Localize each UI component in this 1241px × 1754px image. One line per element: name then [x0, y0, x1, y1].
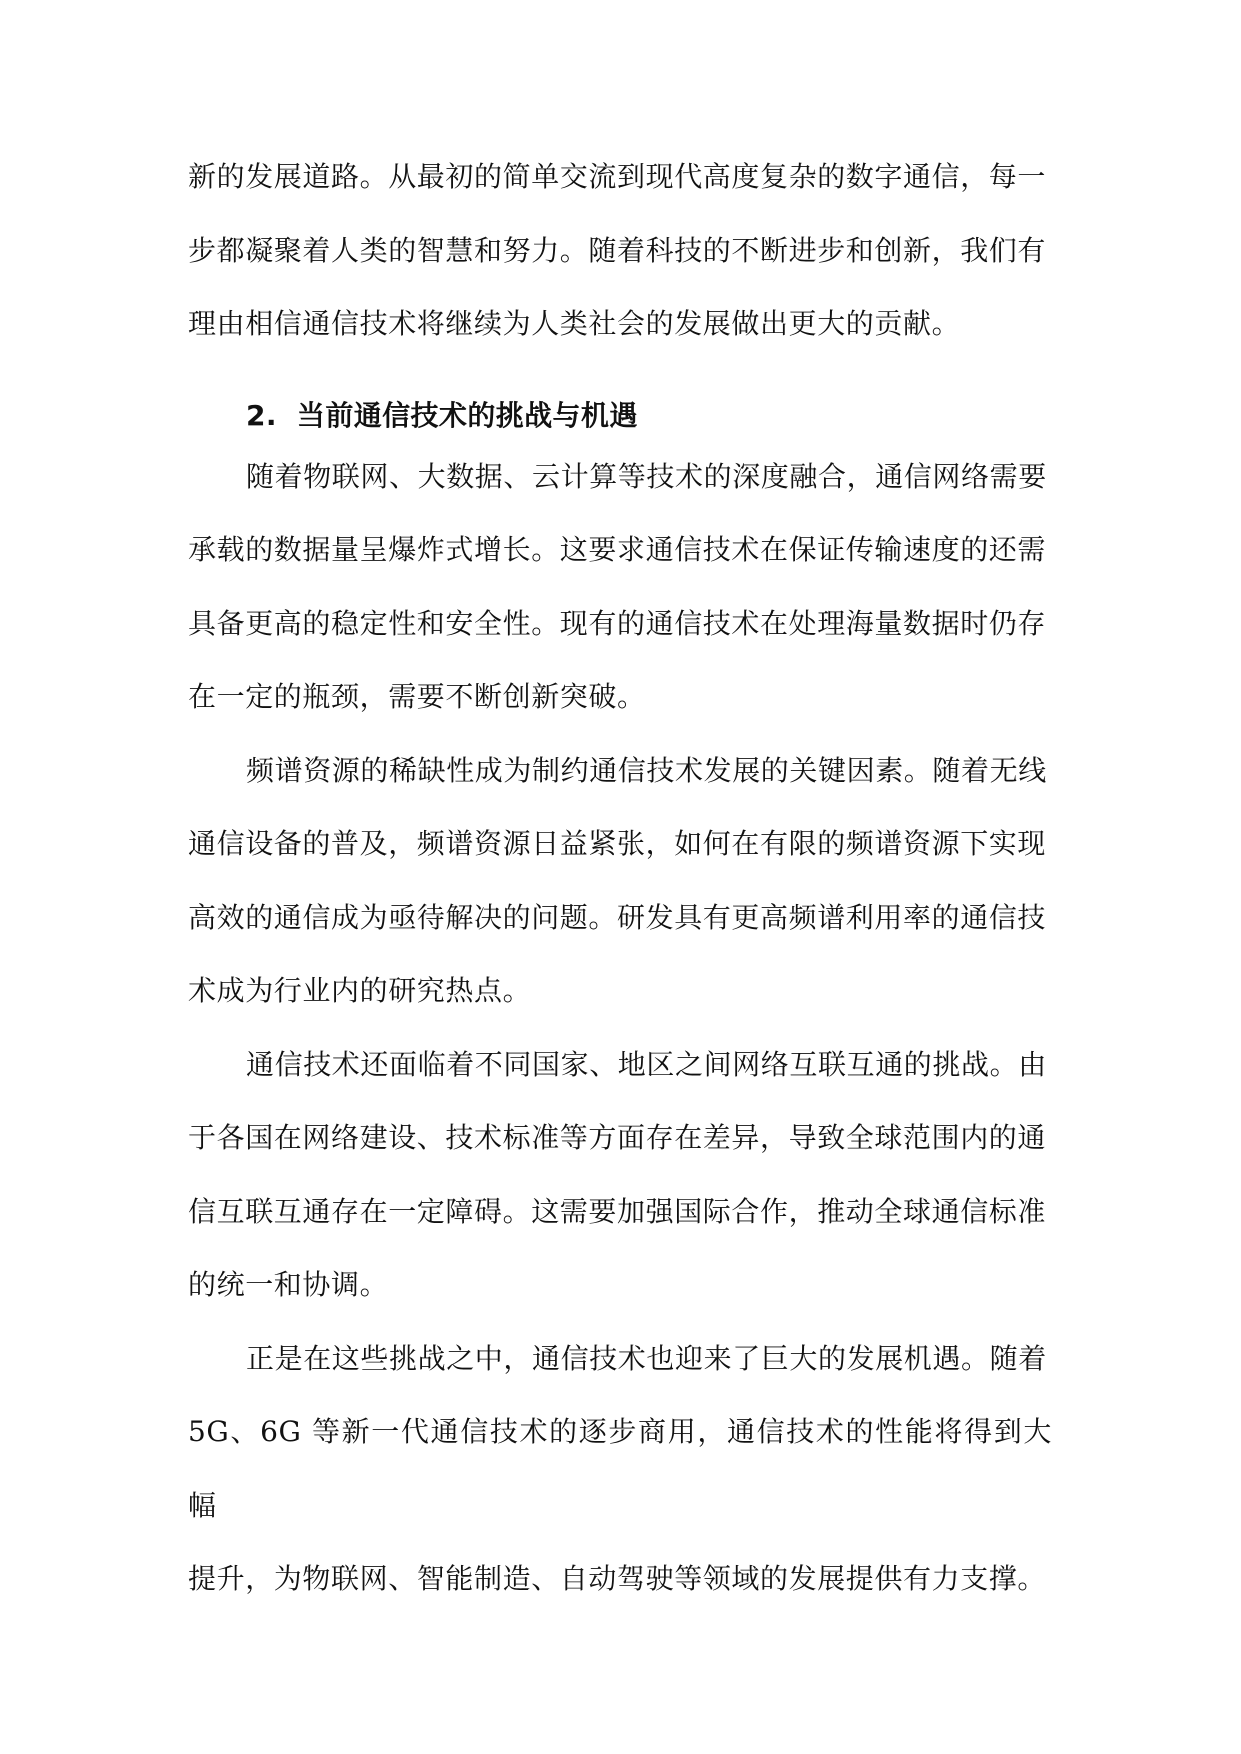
- document-body: [188, 140, 1052, 1616]
- paragraph-continued: 新的发展道路。从最初的简单交流到现代高度复杂的数字通信，每一 步都凝聚着人类的智慧和努力。随着科技的不断进步和创新，我们有 理由相信通信技术将继续为人类社会的发展做出更大的贡献。: [188, 160, 1047, 340]
- section-title: 当前通信技术的挑战与机遇: [296, 398, 638, 432]
- paragraph: 随着物联网、大数据、云计算等技术的深度融合，通信网络需要 承载的数据量呈爆炸式增长。这要求通信技术在保证传输速度的还需 具备更高的稳定性和安全性。现有的通信技术在处理海量数据时仍存 在一定的瓶颈，需要不断创新突破。: [188, 459, 1047, 713]
- paragraph: 通信技术还面临着不同国家、地区之间网络互联互通的挑战。由 于各国在网络建设、技术标准等方面存在差异，导致全球范围内的通 信互联互通存在一定障碍。这需要加强国际合作，推动全球通信标准 的统一和协调。: [188, 1047, 1047, 1301]
- section-number: 2.: [246, 398, 277, 432]
- section-heading: [188, 396, 1052, 436]
- paragraph: 频谱资源的稀缺性成为制约通信技术发展的关键因素。随着无线 通信设备的普及，频谱资源日益紧张，如何在有限的频谱资源下实现 高效的通信成为亟待解决的问题。研发具有更高频谱利用率的通信技 术成为行业内的研究热点。: [188, 753, 1047, 1007]
- paragraph: 正是在这些挑战之中，通信技术也迎来了巨大的发展机遇。随着 5G、6G 等新一代通信技术的逐步商用，通信技术的性能将得到大幅 提升，为物联网、智能制造、自动驾驶等领域的发展提供有力支撑。: [188, 1341, 1052, 1595]
